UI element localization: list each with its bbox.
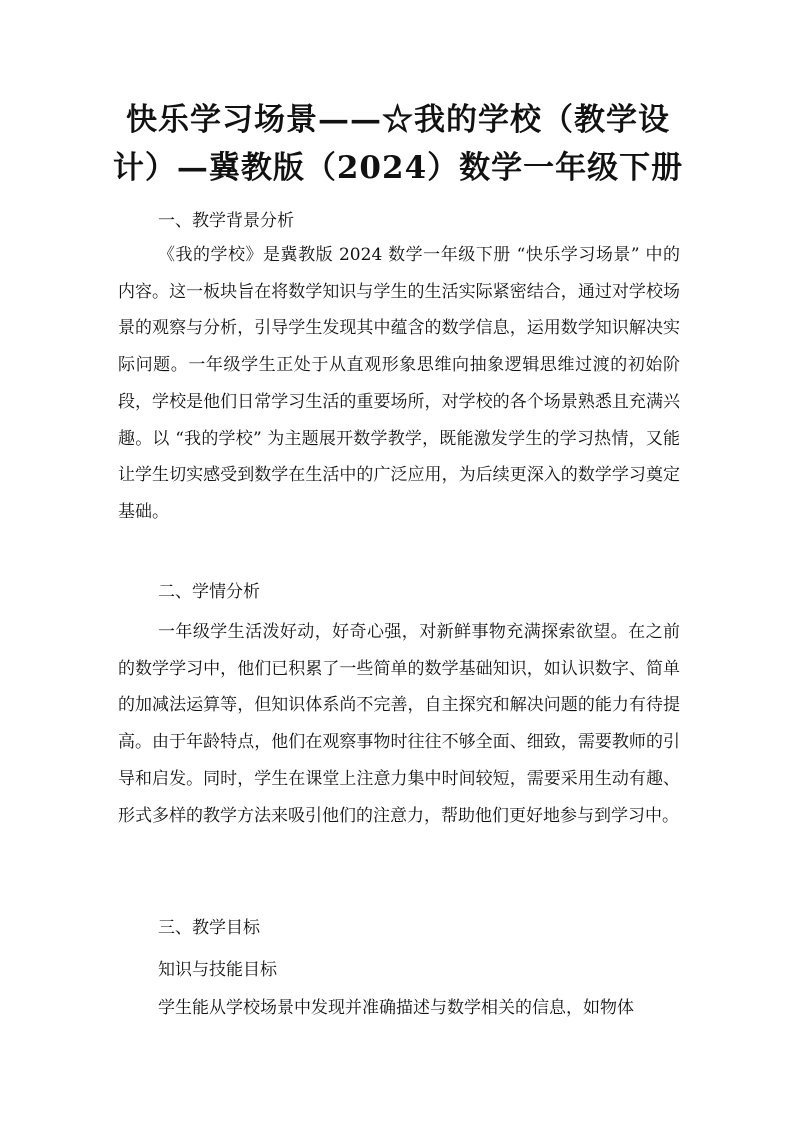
title-line-2: 计）—冀教版（2024）数学一年级下册	[112, 150, 684, 186]
paragraph-knowledge-skills: 学生能从学校场景中发现并准确描述与数学相关的信息，如物体	[158, 998, 634, 1018]
title-line-1: 快乐学习场景——☆我的学校（教学设	[126, 102, 670, 138]
section-heading-background: 一、教学背景分析	[158, 211, 294, 231]
section-heading-objectives: 三、教学目标	[158, 918, 260, 938]
paragraph-student-analysis: 一年级学生活泼好动，好奇心强，对新鲜事物充满探索欲望。在之前的数学学习中，他们已积累了一些简单的数学基础知识，如认识数字、简单的加减法运算等，但知识体系尚不完善，自主探究和解决问题的能力有待提高。由于年龄特点，他们在观察事物时往往不够全面、细致，需要教师的引导和启发。同时，学生在课堂上注意力集中时间较短，需要采用生动有趣、形式多样的教学方法来吸引他们的注意力，帮助他们更好地参与到学习中。	[118, 622, 680, 826]
paragraph-background: 《我的学校》是冀教版 2024 数学一年级下册 “快乐学习场景” 中的内容。这一板块旨在将数学知识与学生的生活实际紧密结合，通过对学校场景的观察与分析，引导学生发现其中蕴含的数学信息，运用数学知识解决实际问题。一年级学生正处于从直观形象思维向抽象逻辑思维过渡的初始阶段，学校是他们日常学习生活的重要场所，对学校的各个场景熟悉且充满兴趣。以 “我的学校” 为主题展开数学教学，既能激发学生的学习热情，又能让学生切实感受到数学在生活中的广泛应用，为后续更深入的数学学习奠定基础。	[118, 245, 680, 522]
document-title	[105, 96, 691, 192]
section-heading-student-analysis: 二、学情分析	[158, 582, 260, 602]
subheading-knowledge-skills: 知识与技能目标	[158, 960, 277, 980]
